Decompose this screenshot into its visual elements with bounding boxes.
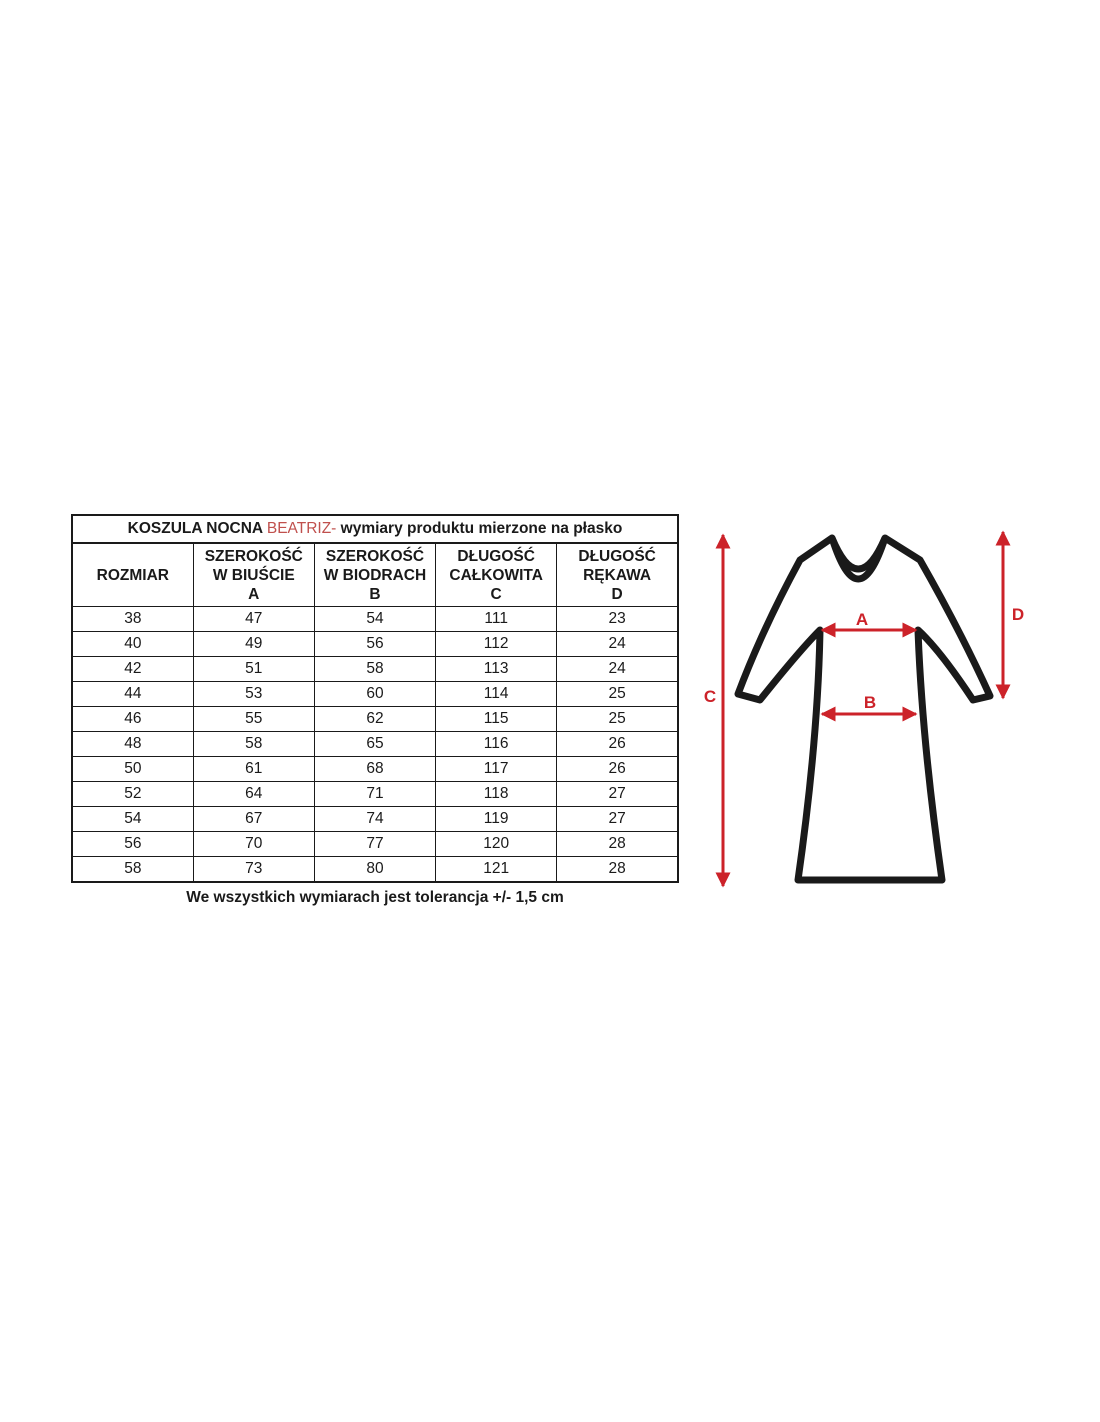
table-cell: 62 bbox=[314, 707, 435, 732]
table-cell: 46 bbox=[72, 707, 193, 732]
header-hip-width bbox=[314, 543, 435, 607]
table-cell: 114 bbox=[436, 682, 557, 707]
table-cell: 111 bbox=[436, 607, 557, 632]
header-sleeve-line2: RĘKAWA bbox=[583, 566, 652, 584]
garment-diagram bbox=[690, 510, 1030, 900]
title-suffix: wymiary produktu mierzone na płasko bbox=[340, 520, 623, 537]
header-size-label: ROZMIAR bbox=[96, 566, 169, 584]
table-cell: 52 bbox=[72, 782, 193, 807]
table-body bbox=[72, 607, 678, 883]
header-sleeve-line1: DŁUGOŚĆ bbox=[578, 547, 656, 565]
table-cell: 27 bbox=[557, 807, 678, 832]
header-bust-width bbox=[193, 543, 314, 607]
table-cell: 27 bbox=[557, 782, 678, 807]
table-cell: 64 bbox=[193, 782, 314, 807]
label-a: A bbox=[855, 610, 869, 629]
table-cell: 25 bbox=[557, 707, 678, 732]
table-cell: 44 bbox=[72, 682, 193, 707]
table-header-row bbox=[72, 543, 678, 607]
table-cell: 73 bbox=[193, 857, 314, 883]
table-cell: 25 bbox=[557, 682, 678, 707]
table-cell: 71 bbox=[314, 782, 435, 807]
header-hip-letter: B bbox=[369, 585, 381, 603]
header-hip-line1: SZEROKOŚĆ bbox=[325, 547, 425, 565]
header-length-line1: DŁUGOŚĆ bbox=[457, 547, 535, 565]
label-c: C bbox=[703, 687, 717, 706]
table-cell: 70 bbox=[193, 832, 314, 857]
table-cell: 28 bbox=[557, 857, 678, 883]
table-cell: 118 bbox=[436, 782, 557, 807]
label-b: B bbox=[863, 693, 877, 712]
table-row bbox=[72, 757, 678, 782]
header-length-line2: CAŁKOWITA bbox=[449, 566, 543, 584]
table-cell: 58 bbox=[72, 857, 193, 883]
table-cell: 47 bbox=[193, 607, 314, 632]
table-cell: 54 bbox=[72, 807, 193, 832]
table-cell: 58 bbox=[314, 657, 435, 682]
table-cell: 51 bbox=[193, 657, 314, 682]
table-cell: 77 bbox=[314, 832, 435, 857]
header-total-length bbox=[436, 543, 557, 607]
header-bust-line2: W BIUŚCIE bbox=[212, 566, 295, 584]
table-cell: 120 bbox=[436, 832, 557, 857]
header-sleeve-length bbox=[557, 543, 678, 607]
table-row bbox=[72, 782, 678, 807]
table-cell: 56 bbox=[314, 632, 435, 657]
table-row bbox=[72, 807, 678, 832]
table-cell: 55 bbox=[193, 707, 314, 732]
table-row bbox=[72, 732, 678, 757]
table-cell: 116 bbox=[436, 732, 557, 757]
table-cell: 49 bbox=[193, 632, 314, 657]
header-bust-letter: A bbox=[248, 585, 260, 603]
table-cell: 67 bbox=[193, 807, 314, 832]
table-cell: 121 bbox=[436, 857, 557, 883]
table-cell: 61 bbox=[193, 757, 314, 782]
table-cell: 24 bbox=[557, 632, 678, 657]
title-prefix: KOSZULA NOCNA bbox=[127, 520, 263, 537]
table-cell: 48 bbox=[72, 732, 193, 757]
table-cell: 54 bbox=[314, 607, 435, 632]
header-hip-line2: W BIODRACH bbox=[323, 566, 427, 584]
label-d: D bbox=[1011, 605, 1025, 624]
table-cell: 119 bbox=[436, 807, 557, 832]
table-title-row bbox=[72, 515, 678, 543]
table-cell: 56 bbox=[72, 832, 193, 857]
table-cell: 38 bbox=[72, 607, 193, 632]
table-cell: 23 bbox=[557, 607, 678, 632]
neckline bbox=[832, 538, 885, 579]
table-cell: 42 bbox=[72, 657, 193, 682]
header-size bbox=[72, 543, 193, 607]
table-cell: 112 bbox=[436, 632, 557, 657]
table-cell: 26 bbox=[557, 732, 678, 757]
table-cell: 68 bbox=[314, 757, 435, 782]
table-cell: 58 bbox=[193, 732, 314, 757]
table-row bbox=[72, 632, 678, 657]
title-brand: BEATRIZ- bbox=[266, 520, 337, 537]
table-row bbox=[72, 707, 678, 732]
header-sleeve-letter: D bbox=[611, 585, 623, 603]
table-row bbox=[72, 657, 678, 682]
table-cell: 74 bbox=[314, 807, 435, 832]
table-cell: 50 bbox=[72, 757, 193, 782]
tolerance-note: We wszystkich wymiarach jest tolerancja +/- 1,5 cm bbox=[186, 889, 564, 906]
table-row bbox=[72, 832, 678, 857]
table-cell: 60 bbox=[314, 682, 435, 707]
table-title bbox=[72, 515, 678, 543]
table-cell: 26 bbox=[557, 757, 678, 782]
size-table bbox=[71, 514, 679, 883]
table-cell: 117 bbox=[436, 757, 557, 782]
header-length-letter: C bbox=[490, 585, 502, 603]
table-cell: 65 bbox=[314, 732, 435, 757]
table-cell: 24 bbox=[557, 657, 678, 682]
table-cell: 80 bbox=[314, 857, 435, 883]
table-row bbox=[72, 857, 678, 883]
table-cell: 113 bbox=[436, 657, 557, 682]
table-cell: 53 bbox=[193, 682, 314, 707]
table-cell: 28 bbox=[557, 832, 678, 857]
table-row bbox=[72, 607, 678, 632]
table-cell: 40 bbox=[72, 632, 193, 657]
table-row bbox=[72, 682, 678, 707]
header-bust-line1: SZEROKOŚĆ bbox=[204, 547, 303, 565]
table-cell: 115 bbox=[436, 707, 557, 732]
